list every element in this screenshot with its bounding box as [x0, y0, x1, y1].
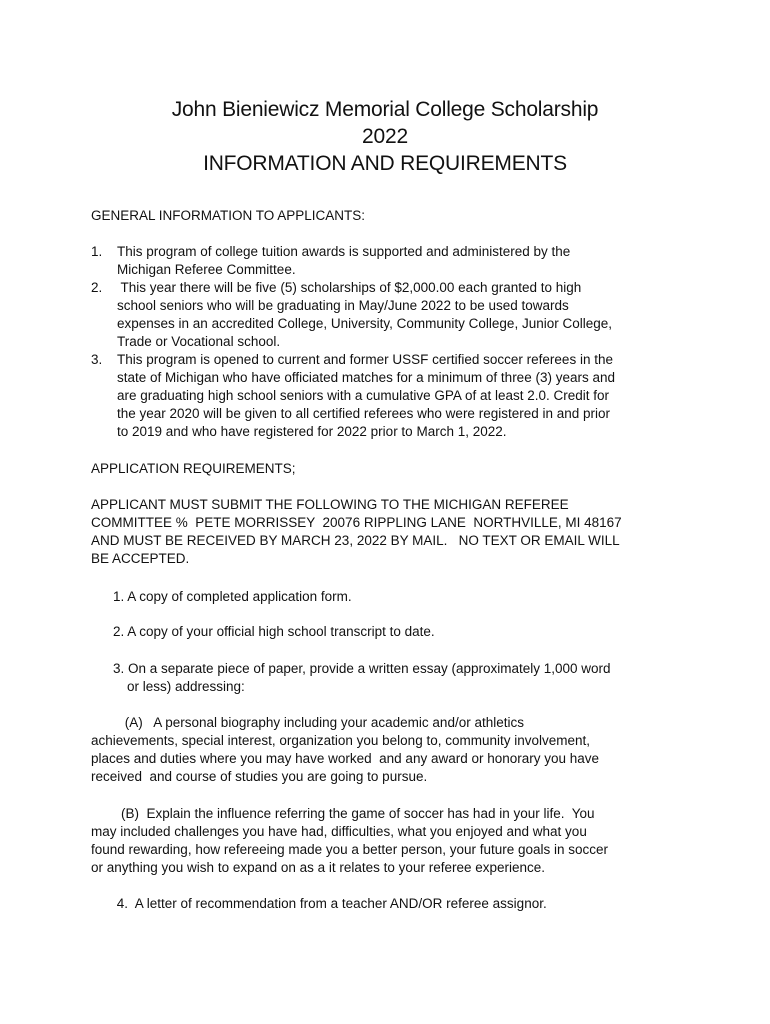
item-line: to 2019 and who have registered for 2022 prior to March 1, 2022.	[117, 424, 507, 439]
title-line-year: 2022	[362, 125, 408, 148]
requirement-line: or less) addressing:	[127, 679, 245, 694]
item-line: the year 2020 will be given to all certified referees who were registered in and prior	[117, 406, 611, 421]
title-line-name: John Bieniewicz Memorial College Scholarship	[171, 98, 599, 121]
item-line: school seniors who will be graduating in May/June 2022 to be used towards	[117, 298, 569, 313]
general-info-heading: GENERAL INFORMATION TO APPLICANTS:	[91, 208, 366, 223]
essay-line: achievements, special interest, organization you belong to, community involvement,	[91, 733, 591, 748]
item-number: 3.	[91, 352, 103, 367]
essay-line: found rewarding, how refereeing made you a better person, your future goals in soccer	[91, 842, 609, 857]
requirement-3	[113, 660, 693, 696]
requirement-line: 1. A copy of completed application form.	[113, 589, 352, 604]
submission-instructions	[91, 496, 681, 568]
essay-line: places and duties where you may have worked and any award or honorary you have	[91, 751, 600, 766]
application-requirements-heading: APPLICATION REQUIREMENTS;	[91, 461, 296, 476]
document-title	[90, 96, 680, 177]
general-info-item-1	[91, 243, 691, 279]
item-number: 2.	[91, 280, 103, 295]
submission-line: BE ACCEPTED.	[91, 551, 190, 566]
requirement-2	[113, 623, 693, 641]
submission-line: AND MUST BE RECEIVED BY MARCH 23, 2022 BY MAIL. NO TEXT OR EMAIL WILL	[91, 533, 620, 548]
item-line: This program is opened to current and former USSF certified soccer referees in the	[117, 352, 613, 367]
item-line: Michigan Referee Committee.	[117, 262, 296, 277]
essay-line: or anything you wish to expand on as a it relates to your referee experience.	[91, 860, 546, 875]
requirement-line: 3. On a separate piece of paper, provide a written essay (approximately 1,000 word	[113, 661, 611, 676]
essay-line: (A) A personal biography including your academic and/or athletics	[91, 715, 524, 730]
item-line: This year there will be five (5) scholarships of $2,000.00 each granted to high	[117, 280, 582, 295]
essay-line: may included challenges you have had, difficulties, what you enjoyed and what you	[91, 824, 587, 839]
item-line: This program of college tuition awards is supported and administered by the	[117, 244, 571, 259]
essay-line: (B) Explain the influence referring the game of soccer has had in your life. You	[91, 806, 595, 821]
general-info-item-3	[91, 351, 691, 441]
requirement-4	[113, 895, 693, 913]
general-info-list	[91, 243, 691, 441]
general-info-item-2	[91, 279, 691, 351]
item-line: Trade or Vocational school.	[117, 334, 281, 349]
essay-part-b	[91, 805, 691, 877]
item-line: expenses in an accredited College, University, Community College, Junior College,	[117, 316, 612, 331]
item-number: 1.	[91, 244, 103, 259]
submission-line: COMMITTEE % PETE MORRISSEY 20076 RIPPLING LANE NORTHVILLE, MI 48167	[91, 515, 622, 530]
essay-line: received and course of studies you are going to pursue.	[91, 769, 428, 784]
essay-part-a	[91, 714, 691, 786]
item-line: are graduating high school seniors with a cumulative GPA of at least 2.0. Credit for	[117, 388, 610, 403]
requirement-line: 2. A copy of your official high school transcript to date.	[113, 624, 435, 639]
item-line: state of Michigan who have officiated matches for a minimum of three (3) years and	[117, 370, 615, 385]
submission-line: APPLICANT MUST SUBMIT THE FOLLOWING TO THE MICHIGAN REFEREE	[91, 497, 569, 512]
requirement-1	[113, 588, 693, 606]
title-line-subtitle: INFORMATION AND REQUIREMENTS	[203, 152, 567, 175]
requirement-line: 4. A letter of recommendation from a teacher AND/OR referee assignor.	[113, 896, 547, 911]
